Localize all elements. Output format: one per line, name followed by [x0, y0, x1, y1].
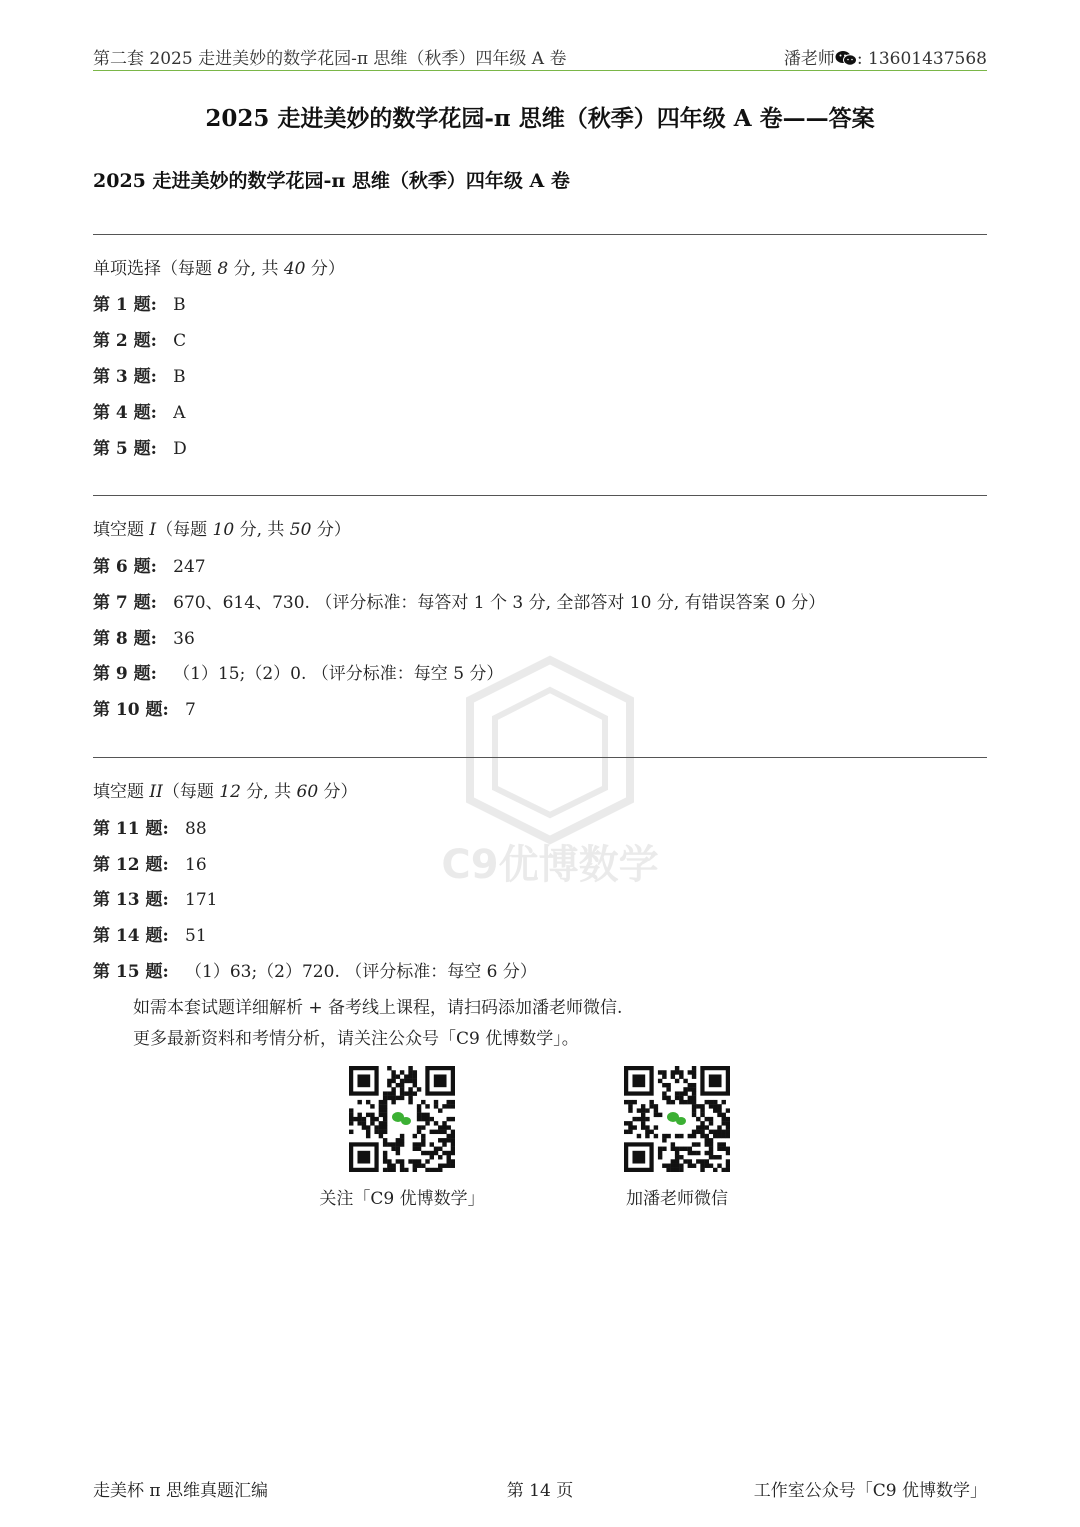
page-subtitle: 2025 走进美妙的数学花园-π 思维（秋季）四年级 A 卷	[93, 170, 570, 192]
answer-row: 第 9 题: （1）15;（2）0. （评分标准：每空 5 分）	[93, 664, 504, 684]
qr-caption: 加潘老师微信	[626, 1189, 728, 1209]
header-phone: : 13601437568	[856, 49, 987, 69]
answer-row: 第 3 题: B	[93, 367, 186, 387]
header-left-title: 第二套 2025 走进美妙的数学花园-π 思维（秋季）四年级 A 卷	[93, 49, 567, 69]
answer-row: 第 1 题: B	[93, 295, 186, 315]
answer-row: 第 8 题: 36	[93, 629, 195, 649]
header-teacher-name: 潘老师	[783, 49, 835, 69]
answer-row: 第 5 题: D	[93, 439, 187, 459]
answer-row: 第 2 题: C	[93, 331, 187, 351]
qr-code-icon	[349, 1066, 455, 1172]
page-number: 第 14 页	[506, 1481, 574, 1501]
section-heading-choice: 单项选择（每题 8 分, 共 40 分）	[93, 259, 345, 279]
wechat-icon	[835, 50, 857, 66]
answer-row: 第 4 题: A	[93, 403, 186, 423]
page-title: 2025 走进美妙的数学花园-π 思维（秋季）四年级 A 卷——答案	[205, 105, 875, 132]
section-divider	[93, 757, 987, 758]
footer-right: 工作室公众号「C9 优博数学」	[753, 1481, 987, 1501]
page-header	[93, 44, 987, 72]
answer-row: 第 14 题: 51	[93, 926, 207, 946]
header-contact	[784, 44, 987, 69]
answer-row: 第 10 题: 7	[93, 700, 196, 720]
qr-official-account[interactable]	[302, 1066, 502, 1209]
watermark-text: C9优博数学	[441, 842, 659, 888]
note-line: 更多最新资料和考情分析，请关注公众号「C9 优博数学」。	[133, 1029, 579, 1049]
section-heading-fill-1: 填空题 I（每题 10 分, 共 50 分）	[93, 520, 351, 540]
answer-row: 第 15 题: （1）63;（2）720. （评分标准：每空 6 分）	[93, 962, 537, 982]
answer-row: 第 6 题: 247	[93, 557, 206, 577]
answer-row: 第 13 题: 171	[93, 890, 218, 910]
note-line: 如需本套试题详细解析 + 备考线上课程，请扫码添加潘老师微信.	[133, 998, 623, 1018]
answer-row: 第 11 题: 88	[93, 819, 207, 839]
section-divider	[93, 234, 987, 235]
answer-row: 第 7 题: 670、614、730. （评分标准：每答对 1 个 3 分, 全部答对 10 分, 有错误答案 0 分）	[93, 593, 826, 613]
watermark-logo	[430, 650, 670, 890]
qr-caption: 关注「C9 优博数学」	[319, 1189, 485, 1209]
section-heading-fill-2: 填空题 II（每题 12 分, 共 60 分）	[93, 782, 358, 802]
qr-teacher-wechat[interactable]	[577, 1066, 777, 1209]
footer-left: 走美杯 π 思维真题汇编	[93, 1481, 268, 1501]
qr-code-icon	[624, 1066, 730, 1172]
answer-row: 第 12 题: 16	[93, 855, 207, 875]
section-divider	[93, 495, 987, 496]
header-rule	[93, 70, 987, 71]
